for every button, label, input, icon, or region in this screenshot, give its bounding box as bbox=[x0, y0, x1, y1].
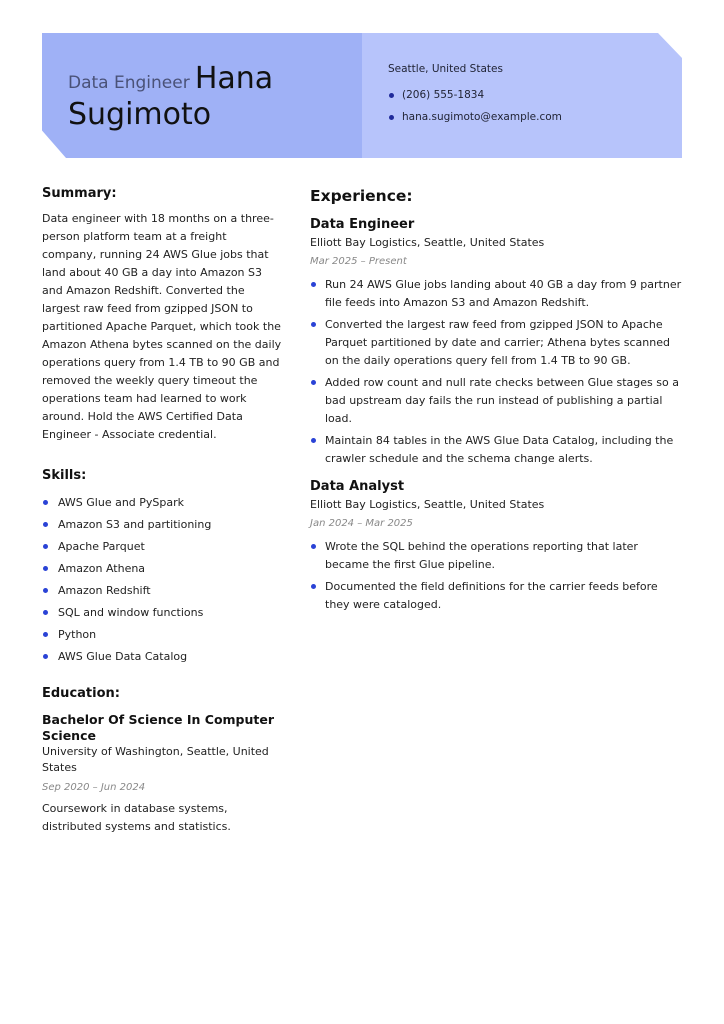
name-block bbox=[68, 63, 338, 134]
right-column bbox=[310, 186, 684, 618]
summary-section bbox=[42, 186, 282, 444]
skills-list bbox=[42, 494, 282, 670]
education-note: Coursework in database systems, distributed systems and statistics. bbox=[42, 802, 231, 833]
experience-title: Experience: bbox=[310, 187, 413, 205]
job-bullets bbox=[310, 276, 684, 468]
education-title: Education: bbox=[42, 686, 120, 701]
skills-section bbox=[42, 468, 282, 670]
job-title: Data Analyst bbox=[310, 479, 405, 494]
skill-item: Amazon Redshift bbox=[42, 582, 282, 604]
job-title: Data Engineer bbox=[310, 217, 415, 232]
job-bullet: Added row count and null rate checks between Glue stages so a bad upstream day fails the run instead of publishing a partial load. bbox=[310, 374, 684, 428]
skill-item: AWS Glue and PySpark bbox=[42, 494, 282, 516]
job-bullet: Documented the field definitions for the carrier feeds before they were cataloged. bbox=[310, 578, 684, 614]
job-bullet: Maintain 84 tables in the AWS Glue Data Catalog, including the crawler schedule and the schema change alerts. bbox=[310, 432, 684, 468]
job-bullet: Converted the largest raw feed from gzipped JSON to Apache Parquet partitioned by date and carrier; Athena bytes scanned on the daily operations query fell from 1.4 TB to 90 GB. bbox=[310, 316, 684, 370]
school-name: University of Washington, Seattle, United States bbox=[42, 745, 269, 774]
job-organization: Elliott Bay Logistics, Seattle, United States bbox=[310, 498, 545, 511]
skill-item: Apache Parquet bbox=[42, 538, 282, 560]
skill-item: Amazon S3 and partitioning bbox=[42, 516, 282, 538]
skill-item: Amazon Athena bbox=[42, 560, 282, 582]
left-column bbox=[42, 186, 282, 836]
job-bullet: Wrote the SQL behind the operations reporting that later became the first Glue pipeline. bbox=[310, 538, 684, 574]
education-section bbox=[42, 686, 282, 836]
job-dates: Jan 2024 – Mar 2025 bbox=[310, 518, 413, 529]
contact-phone: (206) 555-1834 bbox=[388, 87, 678, 103]
job-dates: Mar 2025 – Present bbox=[310, 256, 407, 267]
skill-item: AWS Glue Data Catalog bbox=[42, 648, 282, 670]
education-dates: Sep 2020 – Jun 2024 bbox=[42, 782, 146, 793]
skill-item: Python bbox=[42, 626, 282, 648]
contact-email: hana.sugimoto@example.com bbox=[388, 109, 678, 125]
skills-title: Skills: bbox=[42, 468, 87, 483]
person-name: Hana Sugimoto bbox=[68, 61, 274, 132]
summary-text: Data engineer with 18 months on a three-person platform team at a freight company, running 24 AWS Glue jobs that land about 40 GB a day into Amazon S3 and Amazon Redshift. Converted the largest raw feed from gzipped JSON to partitioned Apache Parquet, which took the Amazon Athena bytes scanned on the daily operations query from 1.4 TB to 90 GB and removed the weekly query timeout the operations team had learned to work around. Hold the AWS Certified Data Engineer - Associate credential. bbox=[42, 212, 282, 441]
job-organization: Elliott Bay Logistics, Seattle, United States bbox=[310, 236, 545, 249]
job-bullets bbox=[310, 538, 684, 614]
summary-title: Summary: bbox=[42, 186, 117, 201]
skill-item: SQL and window functions bbox=[42, 604, 282, 626]
job-bullet: Run 24 AWS Glue jobs landing about 40 GB a day from 9 partner file feeds into Amazon S3 and Amazon Redshift. bbox=[310, 276, 684, 312]
resume-header bbox=[42, 33, 682, 158]
contact-location: Seattle, United States bbox=[388, 63, 503, 75]
job-entry bbox=[310, 216, 684, 468]
contact-info bbox=[388, 61, 678, 131]
degree-title: Bachelor Of Science In Computer Science bbox=[42, 712, 275, 743]
role-title: Data Engineer bbox=[68, 73, 190, 93]
job-entry bbox=[310, 478, 684, 614]
